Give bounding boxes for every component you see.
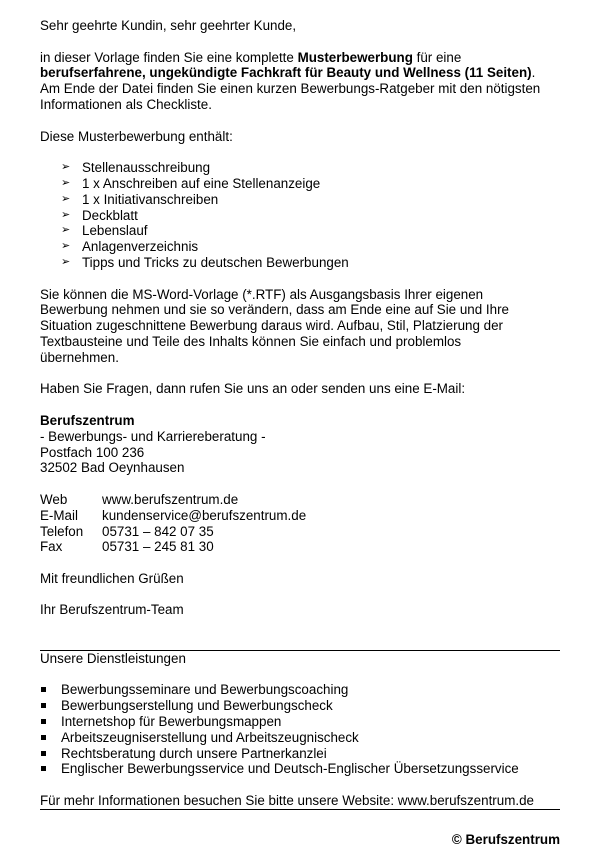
contents-item-label: 1 x Initiativanschreiben (82, 191, 219, 207)
service-item (40, 698, 560, 714)
contact-label: Fax (40, 539, 63, 555)
intro-line-2 (40, 65, 560, 81)
divider-bottom (40, 809, 560, 810)
arrowhead-bullet-icon: ➢ (61, 255, 71, 268)
arrowhead-bullet-icon: ➢ (61, 161, 71, 174)
signature: Ihr Berufszentrum-Team (40, 602, 184, 618)
contact-table (40, 492, 306, 555)
contents-heading: Diese Musterbewerbung enthält: (40, 128, 233, 144)
usage-paragraph (40, 287, 560, 366)
contact-value: kundenservice@berufszentrum.de (102, 507, 307, 523)
contents-item (61, 192, 560, 208)
contents-item (61, 239, 560, 255)
service-item-label: Internetshop für Bewerbungsmappen (61, 714, 282, 730)
contact-row (40, 508, 306, 524)
service-item (40, 714, 560, 730)
intro-line-4: Informationen als Checkliste. (40, 96, 212, 112)
contents-item (61, 208, 560, 224)
document-page (40, 18, 560, 810)
service-item-label: Rechtsberatung durch unsere Partnerkanzlei (61, 745, 327, 761)
service-item (40, 730, 560, 746)
square-bullet-icon (41, 687, 46, 692)
intro-line-3: Am Ende der Datei finden Sie einen kurzen Bewerbungs-Ratgeber mit den nötigsten (40, 81, 541, 97)
service-item (40, 746, 560, 762)
contents-item-label: Lebenslauf (82, 223, 148, 239)
service-item (40, 761, 560, 777)
contact-row (40, 539, 306, 555)
intro-line-1 (40, 50, 560, 66)
intro-text: in dieser Vorlage finden Sie eine komplette (40, 49, 298, 65)
arrowhead-bullet-icon: ➢ (61, 192, 71, 205)
closing: Mit freundlichen Grüßen (40, 570, 184, 586)
company-tagline: - Bewerbungs- und Karriereberatung - (40, 428, 266, 444)
contents-item-label: Tipps und Tricks zu deutschen Bewerbungen (82, 254, 349, 270)
square-bullet-icon (41, 703, 46, 708)
contents-item-label: Anlagenverzeichnis (82, 239, 199, 255)
contact-label: E-Mail (40, 507, 78, 523)
copyright: © Berufszentrum (451, 832, 560, 847)
usage-line: übernehmen. (40, 349, 119, 365)
contact-label: Telefon (40, 523, 84, 539)
usage-line: Sie können die MS-Word-Vorlage (*.RTF) als Ausgangsbasis Ihrer eigenen (40, 286, 484, 302)
arrowhead-bullet-icon: ➢ (61, 176, 71, 189)
usage-line: Textbausteine und Teile des Inhalts können Sie einfach und problemlos (40, 333, 462, 349)
services-heading: Unsere Dienstleistungen (40, 650, 186, 666)
usage-line: Bewerbung nehmen und sie so verändern, dass am Ende eine auf Sie und Ihre (40, 302, 509, 318)
contact-value: www.berufszentrum.de (102, 491, 239, 507)
square-bullet-icon (41, 751, 46, 756)
contents-item-label: Deckblatt (82, 207, 138, 223)
contents-item (61, 176, 560, 192)
company-name: Berufszentrum (40, 412, 135, 428)
more-info: Für mehr Informationen besuchen Sie bitte unsere Website: www.berufszentrum.de (40, 793, 534, 809)
questions-text: Haben Sie Fragen, dann rufen Sie uns an oder senden uns eine E-Mail: (40, 381, 466, 397)
service-item-label: Bewerbungsseminare und Bewerbungscoaching (61, 682, 349, 698)
square-bullet-icon (41, 719, 46, 724)
services-list (40, 682, 560, 777)
contents-item-label: 1 x Anschreiben auf eine Stellenanzeige (82, 175, 321, 191)
arrowhead-bullet-icon: ➢ (61, 208, 71, 221)
service-item-label: Bewerbungserstellung und Bewerbungscheck (61, 698, 333, 714)
contact-value: 05731 – 842 07 35 (102, 523, 214, 539)
contents-item (61, 160, 560, 176)
contact-value: 05731 – 245 81 30 (102, 539, 214, 555)
company-city: 32502 Bad Oeynhausen (40, 460, 185, 476)
contact-row (40, 524, 306, 540)
contact-label: Web (40, 491, 68, 507)
contents-list (40, 160, 560, 271)
contents-item (61, 223, 560, 239)
square-bullet-icon (41, 735, 46, 740)
service-item (40, 682, 560, 698)
service-item-label: Englischer Bewerbungsservice und Deutsch-Englischer Übersetzungsservice (61, 761, 519, 777)
arrowhead-bullet-icon: ➢ (61, 240, 71, 253)
intro-text-tail: für eine (412, 49, 462, 65)
intro-job-title: berufserfahrene, ungekündigte Fachkraft für Beauty und Wellness (11 Seiten) (40, 65, 532, 81)
company-postbox: Postfach 100 236 (40, 444, 145, 460)
salutation: Sehr geehrte Kundin, sehr geehrter Kunde, (40, 18, 297, 33)
usage-line: Situation zugeschnittene Bewerbung daraus wird. Aufbau, Stil, Platzierung der (40, 318, 504, 334)
intro-period: . (531, 65, 536, 81)
contents-item (61, 255, 560, 271)
intro-highlight: Musterbewerbung (297, 49, 413, 65)
square-bullet-icon (41, 766, 46, 771)
contents-item-label: Stellenausschreibung (82, 160, 211, 176)
service-item-label: Arbeitszeugniserstellung und Arbeitszeugnischeck (61, 729, 359, 745)
contact-row (40, 492, 306, 508)
arrowhead-bullet-icon: ➢ (61, 224, 71, 237)
